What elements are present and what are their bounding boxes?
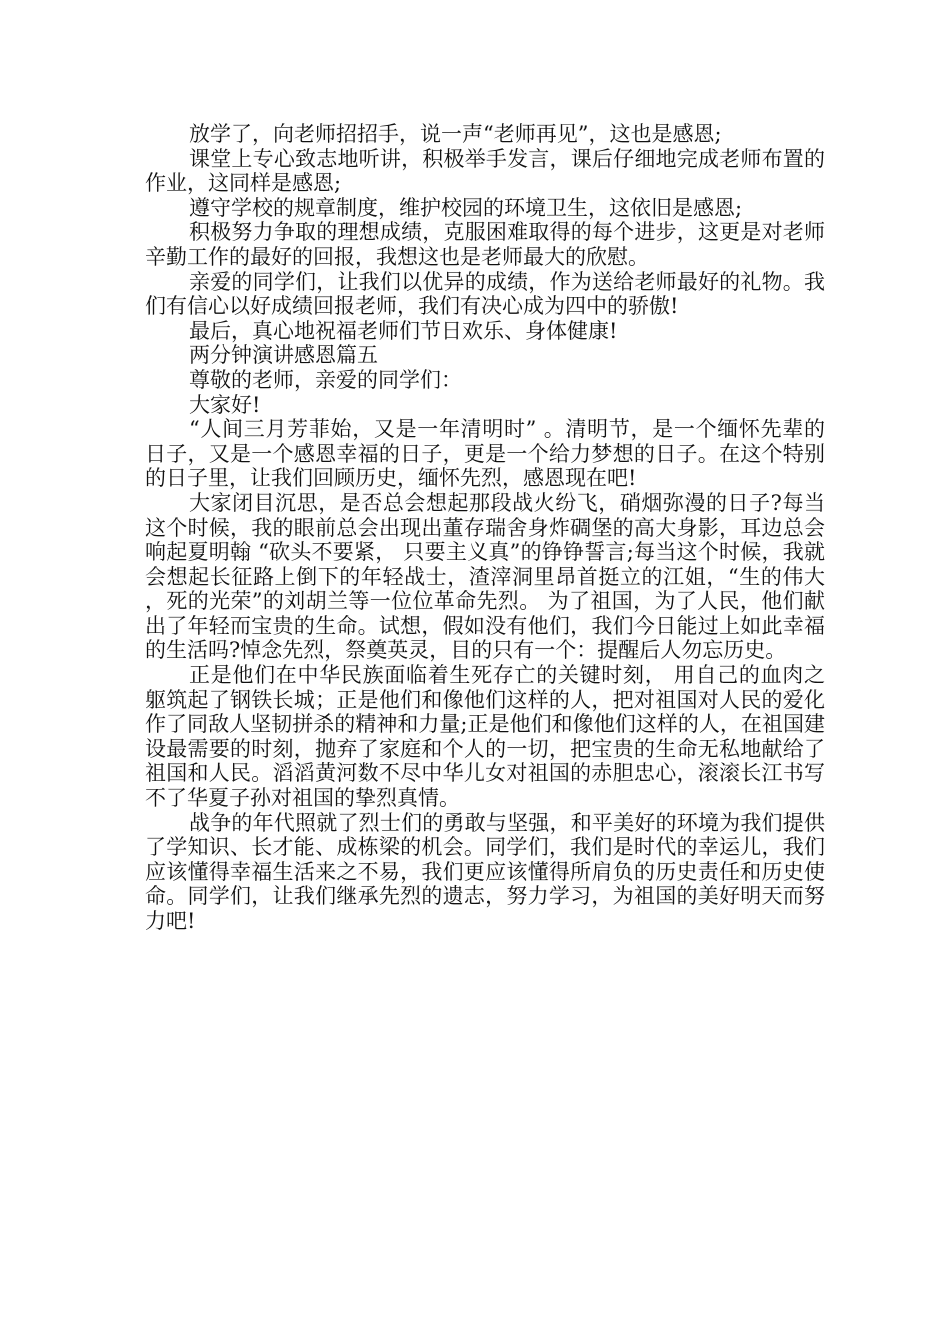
paragraph: 最后，真心地祝福老师们节日欢乐、身体健康!	[189, 318, 618, 343]
paragraph: 大家闭目沉思，是否总会想起那段战火纷飞，硝烟弥漫的日子?每当这个时候，我的眼前总会出现出董存瑞舍身炸碉堡的高大身影，耳边总会响起夏明翰 “砍头不要紧， 只要主义真”的铮铮誓言;每当这个时候，我就会想起长征路上倒下的年轻战士，渣滓洞里昂首挺立的江姐，“生的伟大，死的光荣”的刘胡兰等一位位革命先烈。 为了祖国，为了人民，他们献出了年轻而宝贵的生命。试想，假如没有他们，我们今日能过上如此幸福的生活吗?悼念先烈，祭奠英灵，目的只有一个：提醒后人勿忘历史。	[145, 490, 825, 663]
paragraph: 战争的年代照就了烈士们的勇敢与坚强，和平美好的环境为我们提供了学知识、长才能、成栋梁的机会。同学们，我们是时代的幸运儿，我们应该懂得幸福生活来之不易，我们更应该懂得所肩负的历史责任和历史使命。同学们，让我们继承先烈的遗志，努力学习，为祖国的美好明天而努力吧!	[145, 810, 825, 933]
salutation: 尊敬的老师，亲爱的同学们：	[189, 367, 462, 392]
section-heading: 两分钟演讲感恩篇五	[189, 343, 378, 368]
paragraph: “人间三月芳菲始，又是一年清明时” 。清明节，是一个缅怀先辈的日子，又是一个感恩幸福的日子，更是一个给力梦想的日子。在这个特别的日子里，让我们回顾历史，缅怀先烈，感恩现在吧!	[145, 417, 825, 491]
paragraph: 积极努力争取的理想成绩，克服困难取得的每个进步，这更是对老师辛勤工作的最好的回报，我想这也是老师最大的欣慰。	[145, 220, 825, 269]
document-body	[145, 122, 825, 934]
paragraph: 放学了，向老师招招手，说一声“老师再见”，这也是感恩;	[189, 122, 722, 146]
paragraph: 正是他们在中华民族面临着生死存亡的关键时刻， 用自己的血肉之躯筑起了钢铁长城；正是他们和像他们这样的人，把对祖国对人民的爱化作了同敌人坚韧拼杀的精神和力量;正是他们和像他们这样的人，在祖国建设最需要的时刻，抛弃了家庭和个人的一切，把宝贵的生命无私地献给了祖国和人民。滔滔黄河数不尽中华儿女对祖国的赤胆忠心，滚滚长江书写不了华夏子孙对祖国的挚烈真情。	[145, 663, 825, 811]
greeting: 大家好!	[189, 392, 261, 417]
paragraph: 课堂上专心致志地听讲，积极举手发言，课后仔细地完成老师布置的作业，这同样是感恩;	[145, 146, 825, 196]
paragraph: 遵守学校的规章制度，维护校园的环境卫生，这依旧是感恩;	[189, 195, 743, 220]
paragraph: 亲爱的同学们，让我们以优异的成绩，作为送给老师最好的礼物。我们有信心以好成绩回报老师，我们有决心成为四中的骄傲!	[145, 269, 825, 319]
